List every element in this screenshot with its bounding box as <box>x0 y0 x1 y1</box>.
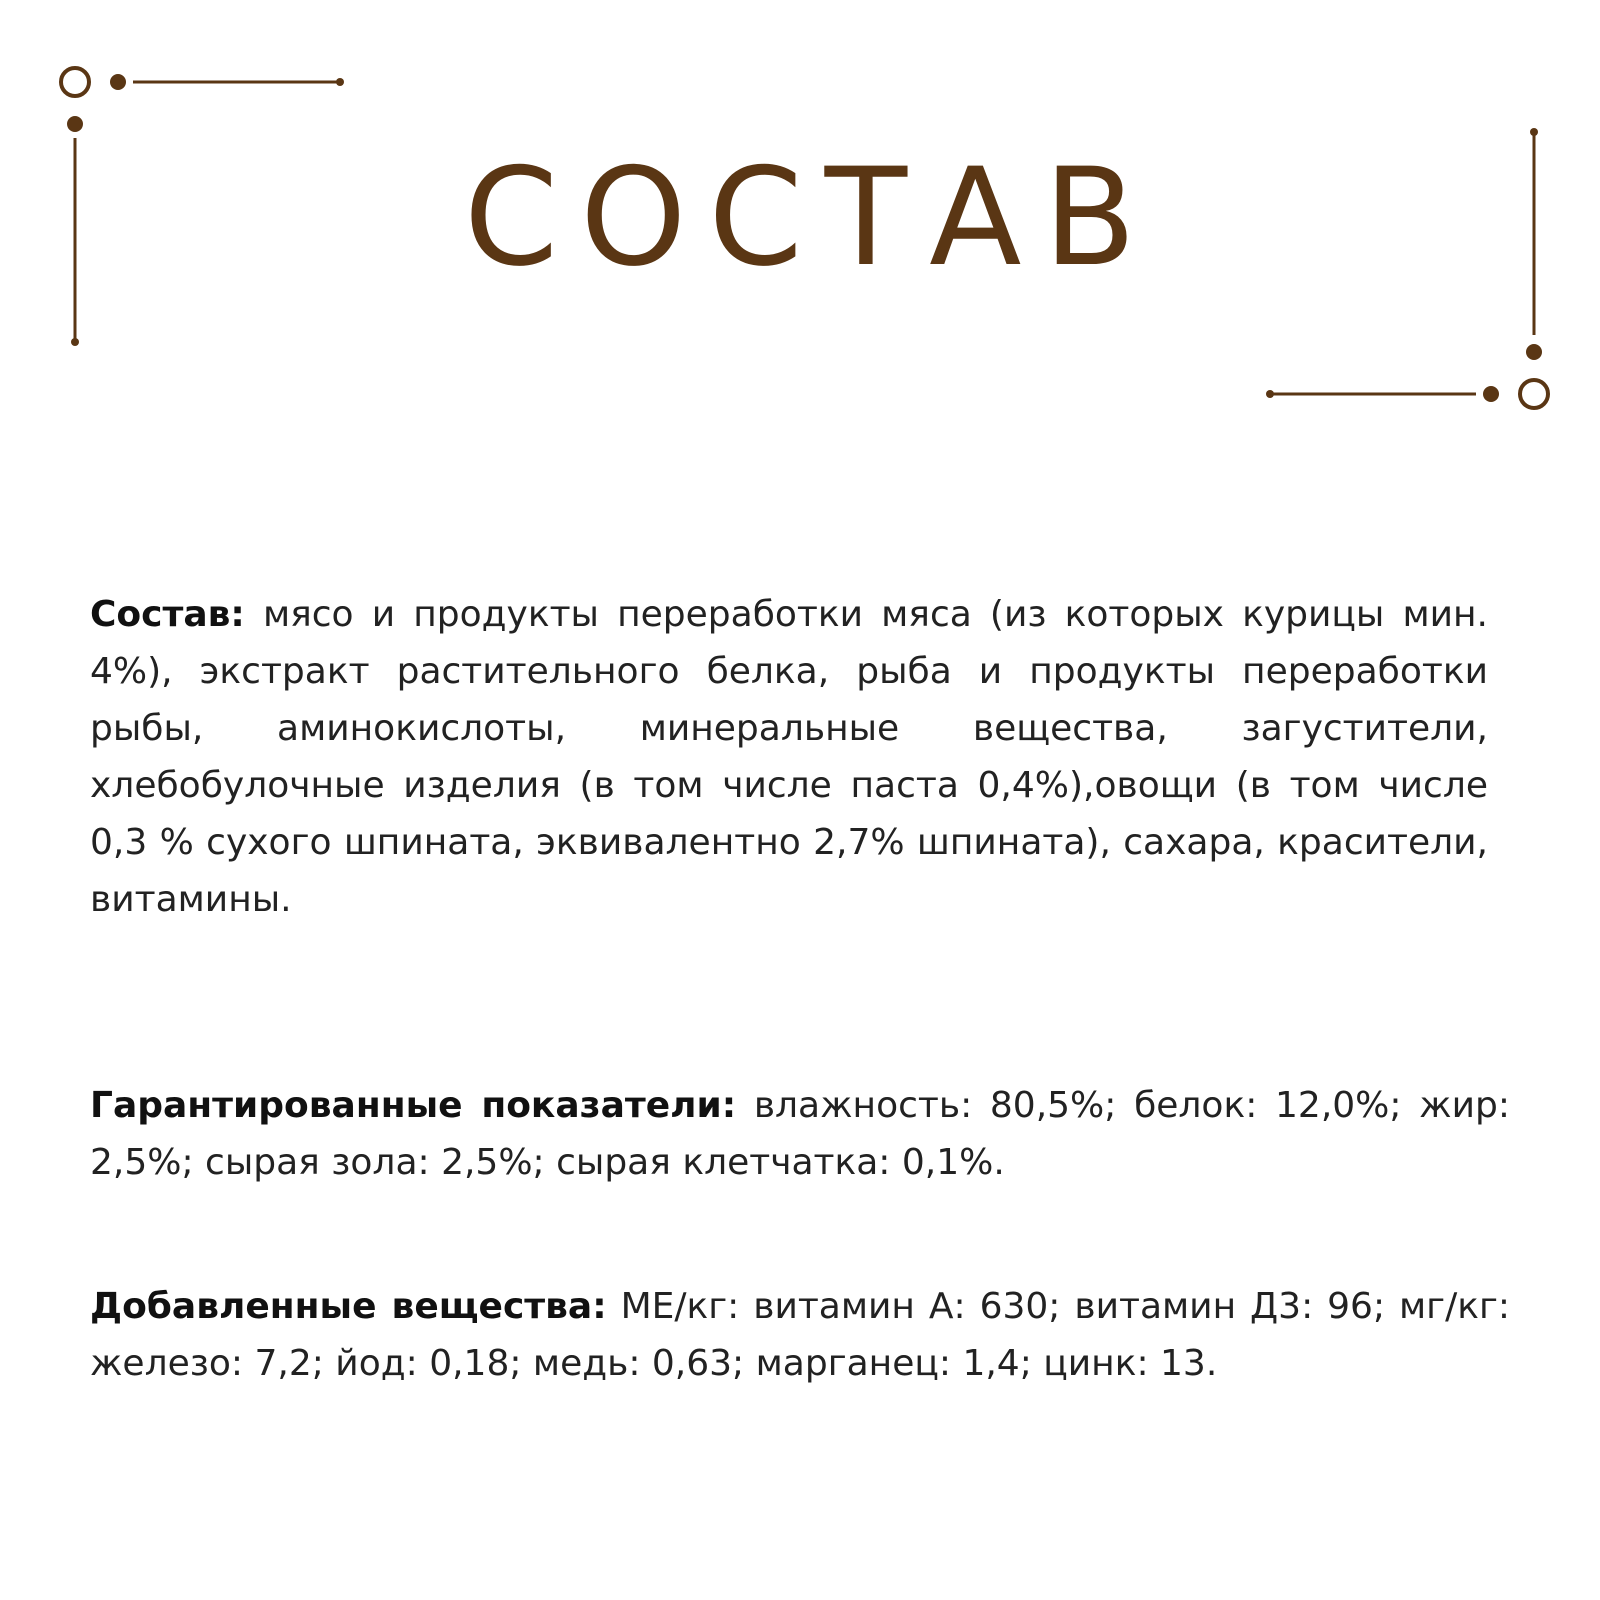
page-title: СОСТАВ <box>463 139 1159 296</box>
composition-label: Состав: <box>90 594 245 635</box>
additives-paragraph <box>90 1278 1510 1392</box>
additives-label: Добавленные вещества: <box>90 1286 607 1327</box>
guaranteed-text: влажность: 80,5%; белок: 12,0%; жир: 2,5%; сырая зола: 2,5%; сырая клетчатка: 0,1%. <box>90 1085 1510 1183</box>
guaranteed-paragraph <box>90 1077 1510 1191</box>
composition-text: мясо и продукты переработки мяса (из которых курицы мин. 4%), экстракт растительного белка, рыба и продукты переработки рыбы, аминокислоты, минеральные вещества, загустители, хлебобулочные изделия (в том числе паста 0,4%),овощи (в том числе 0,3 % сухого шпината, эквивалентно 2,7% шпината), сахара, красители, витамины. <box>90 594 1488 920</box>
composition-paragraph <box>90 586 1488 928</box>
additives-text: МЕ/кг: витамин А: 630; витамин Д3: 96; мг/кг: железо: 7,2; йод: 0,18; медь: 0,63; марганец: 1,4; цинк: 13. <box>90 1286 1510 1384</box>
guaranteed-label: Гарантированные показатели: <box>90 1085 737 1126</box>
